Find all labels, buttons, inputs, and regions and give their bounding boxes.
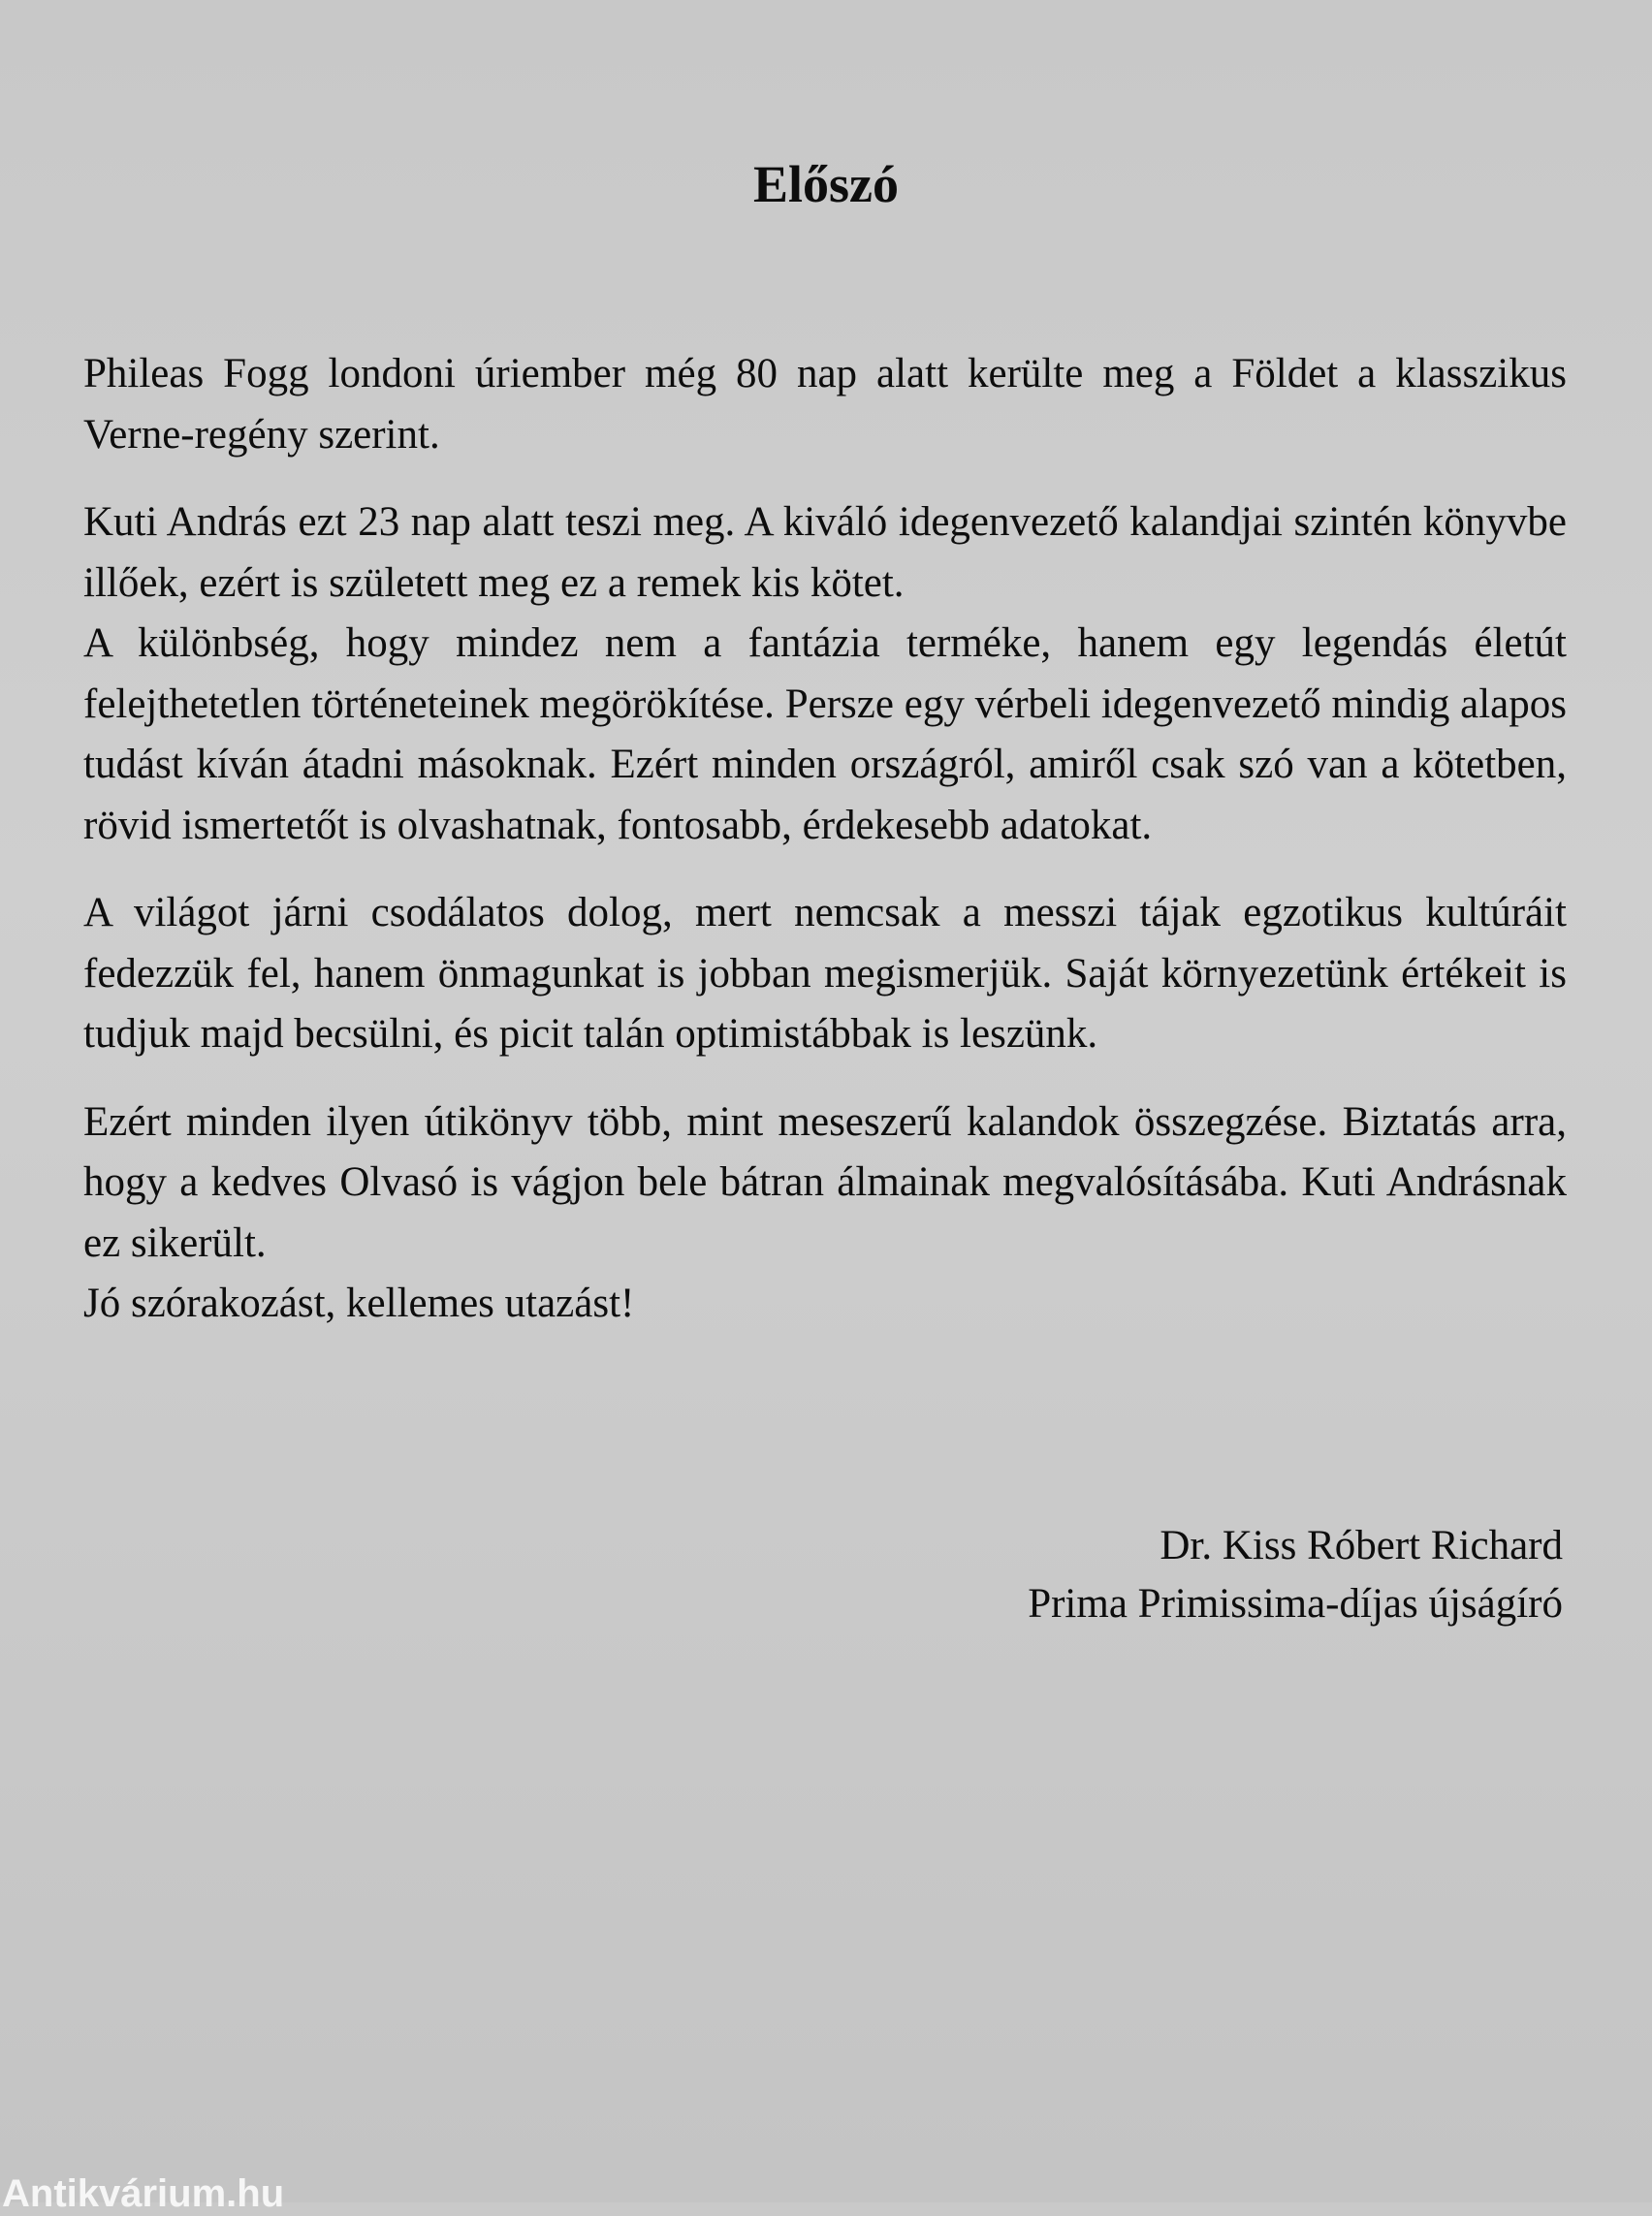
paragraph-6: Jó szórakozást, kellemes utazást! (83, 1281, 635, 1326)
signature-block (1028, 1517, 1563, 1633)
page-title: Előszó (752, 155, 899, 213)
author-role: Prima Primissima-díjas újságíró (1028, 1581, 1563, 1627)
paragraph-3: A különbség, hogy mindez nem a fantázia terméke, hanem egy legendás életút felejthetetlen történeteinek megörökítése. Persze egy vérbeli idegenvezető mindig alapos tudást kíván átadni másoknak. Ezért minden országról, amiről csak szó van a kötetben, rövid ismertetőt is olvashatnak, fontosabb, érdekesebb adatokat. (83, 620, 1567, 848)
watermark: Antikvárium.hu (2, 2172, 285, 2215)
paragraph-1: Phileas Fogg londoni úriember még 80 nap alatt kerülte meg a Földet a klasszikus Verne-regény szerint. (83, 351, 1567, 458)
paragraph-2: Kuti András ezt 23 nap alatt teszi meg. A kiváló idegenvezető kalandjai szintén könyvbe illőek, ezért is született meg ez a remek kis kötet. (83, 499, 1567, 606)
paragraph-4: A világot járni csodálatos dolog, mert nemcsak a messzi tájak egzotikus kultúráit fedezzük fel, hanem önmagunkat is jobban megismerjük. Saját környezetünk értékeit is tudjuk majd becsülni, és picit talán optimistábbak is leszünk. (83, 890, 1567, 1057)
preface-body (83, 344, 1567, 1335)
paragraph-5: Ezért minden ilyen útikönyv több, mint meseszerű kalandok összegzése. Biztatás arra, hogy a kedves Olvasó is vágjon bele bátran álmainak megvalósításába. Kuti Andrásnak ez sikerült. (83, 1098, 1567, 1266)
author-name: Dr. Kiss Róbert Richard (1160, 1523, 1563, 1568)
